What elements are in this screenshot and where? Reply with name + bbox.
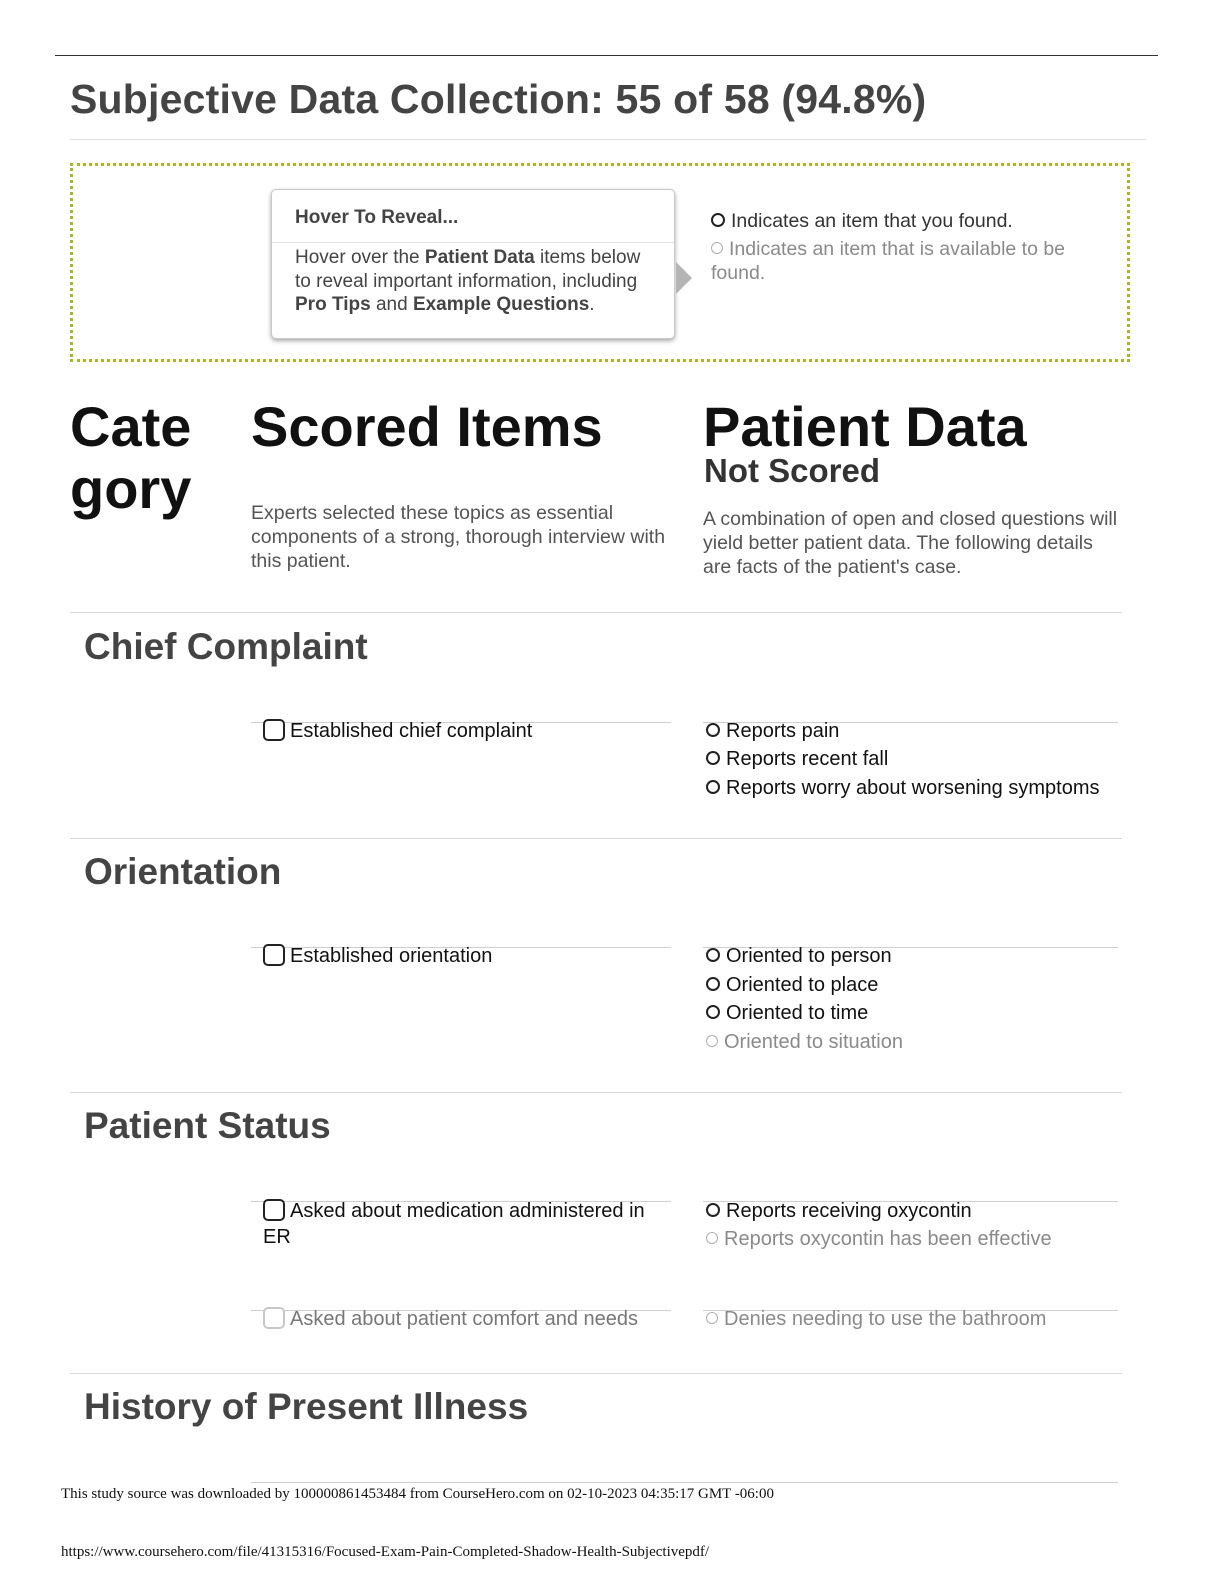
- row-divider: [251, 1482, 1118, 1483]
- patient-data-item[interactable]: Oriented to place: [706, 971, 878, 1000]
- tooltip-title: Hover To Reveal...: [295, 207, 459, 228]
- patient-data-item[interactable]: Denies needing to use the bathroom: [706, 1305, 1046, 1334]
- scored-checkbox: [263, 944, 285, 966]
- tooltip-arrow-icon: [676, 262, 692, 294]
- patient-data-item[interactable]: Reports oxycontin has been effective: [706, 1225, 1052, 1254]
- found-circle-icon: [706, 723, 720, 737]
- legend-found: Indicates an item that you found.: [711, 210, 1013, 233]
- scored-item: Asked about patient comfort and needs: [263, 1306, 673, 1332]
- found-circle-icon: [706, 780, 720, 794]
- section-divider: [70, 1373, 1122, 1374]
- available-circle-icon: [706, 1312, 718, 1324]
- found-circle-icon: [706, 1005, 720, 1019]
- scored-item: Established chief complaint: [263, 718, 673, 744]
- category-header: Cate gory: [70, 395, 192, 520]
- page-title: Subjective Data Collection: 55 of 58 (94.8%): [70, 76, 927, 122]
- available-circle-icon: [706, 1232, 718, 1244]
- title-divider: [70, 139, 1146, 140]
- section-divider: [70, 838, 1122, 839]
- scored-item: Asked about medication administered in ER: [263, 1200, 645, 1248]
- found-circle-icon: [706, 751, 720, 765]
- section-title-chief-complaint: Chief Complaint: [84, 626, 368, 667]
- source-url[interactable]: https://www.coursehero.com/file/41315316/Focused-Exam-Pain-Completed-Shadow-Health-Subjectivepdf/: [61, 1544, 710, 1560]
- patient-data-header: Patient Data: [703, 395, 1027, 458]
- available-circle-icon: [711, 242, 723, 254]
- section-title-history-of-present-illness: History of Present Illness: [84, 1386, 529, 1427]
- scored-items-description: Experts selected these topics as essential components of a strong, thorough interview with this patient.: [251, 502, 666, 572]
- section-divider: [70, 1092, 1122, 1093]
- patient-data-item[interactable]: Reports worry about worsening symptoms: [706, 774, 1099, 803]
- found-circle-icon: [706, 1203, 720, 1217]
- scored-item: Established orientation: [263, 943, 673, 969]
- download-notice: This study source was downloaded by 100000861453484 from CourseHero.com on 02-10-2023 04:35:17 GMT -06:00: [61, 1486, 774, 1502]
- top-rule: [55, 55, 1158, 56]
- hover-tooltip-card: [271, 189, 675, 339]
- patient-data-item[interactable]: Oriented to time: [706, 999, 868, 1028]
- section-title-orientation: Orientation: [84, 851, 282, 892]
- scored-checkbox: [263, 1307, 285, 1329]
- patient-data-item[interactable]: Oriented to situation: [706, 1028, 903, 1057]
- available-circle-icon: [706, 1035, 718, 1047]
- tooltip-divider: [272, 242, 674, 243]
- patient-data-item[interactable]: Reports receiving oxycontin: [706, 1197, 972, 1226]
- not-scored-subtitle: Not Scored: [704, 452, 881, 489]
- found-circle-icon: [711, 213, 725, 227]
- scored-checkbox: [263, 719, 285, 741]
- section-title-patient-status: Patient Status: [84, 1105, 331, 1146]
- patient-data-description: A combination of open and closed questions will yield better patient data. The following details are facts of the patient's case.: [703, 508, 1118, 578]
- patient-data-item[interactable]: Reports recent fall: [706, 745, 888, 774]
- section-divider: [70, 612, 1122, 613]
- legend-available: Indicates an item that is available to be found.: [711, 238, 1066, 284]
- scored-items-header: Scored Items: [251, 395, 603, 458]
- patient-data-item[interactable]: Oriented to person: [706, 942, 892, 971]
- tooltip-body: Hover over the Patient Data items below to reveal important information, including Pro Tips and Example Questions.: [295, 247, 641, 315]
- found-circle-icon: [706, 977, 720, 991]
- scored-checkbox: [263, 1199, 285, 1221]
- patient-data-item[interactable]: Reports pain: [706, 717, 839, 746]
- found-circle-icon: [706, 948, 720, 962]
